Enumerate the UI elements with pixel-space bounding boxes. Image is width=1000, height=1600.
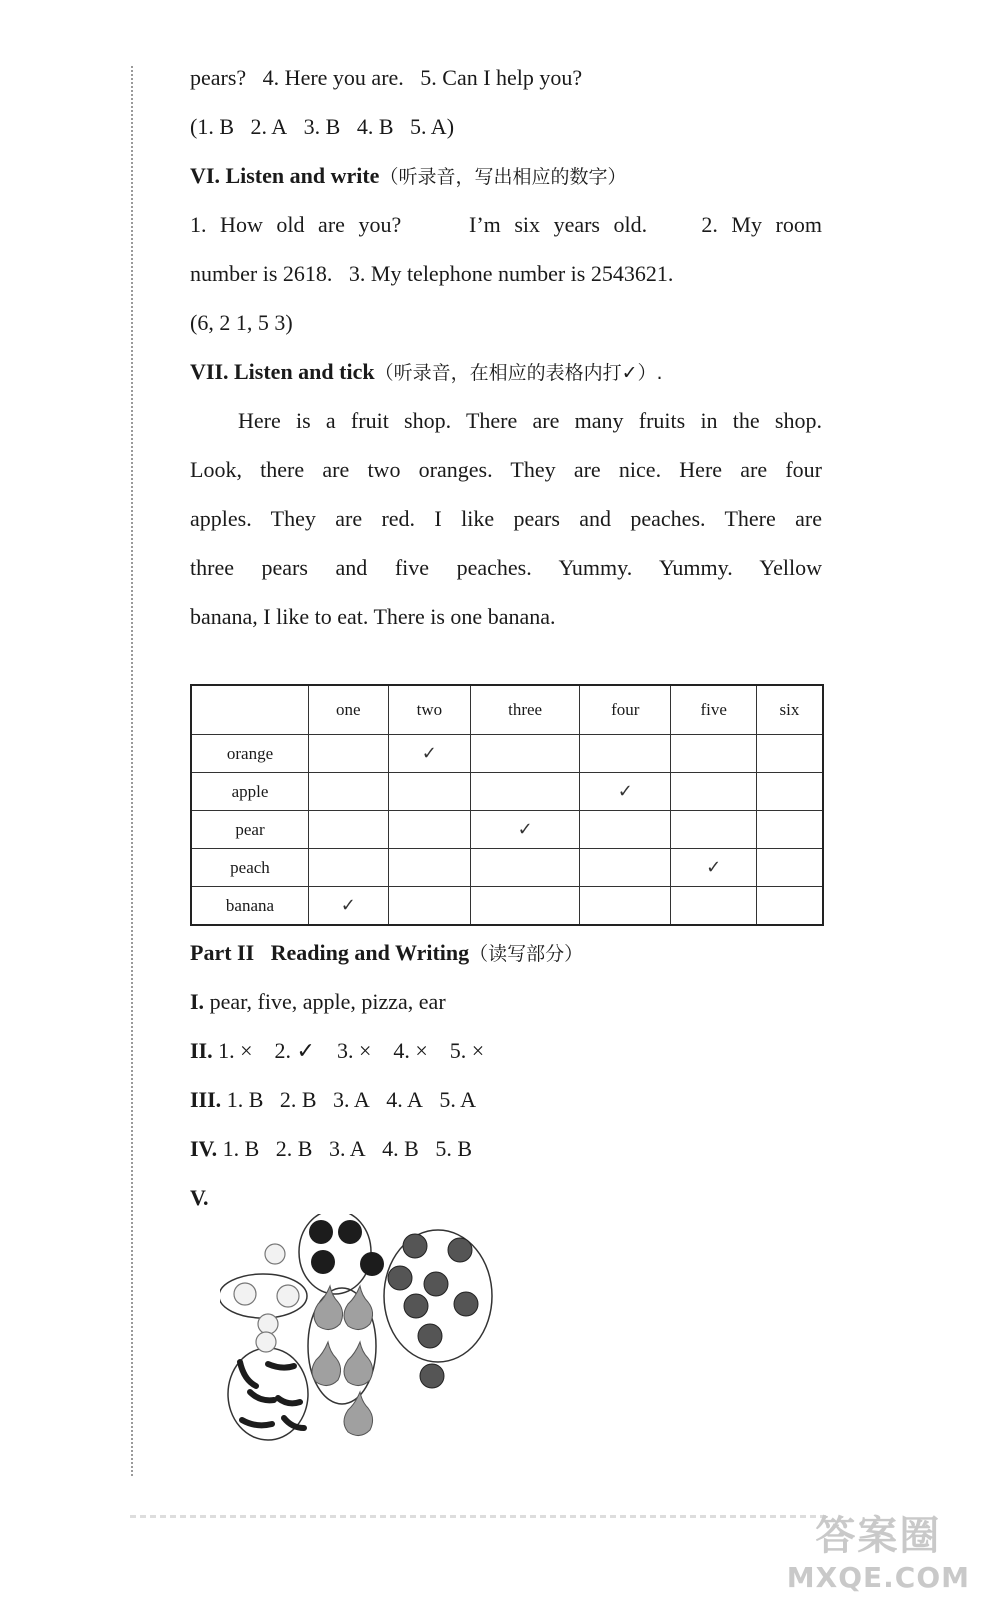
peach-icon	[258, 1314, 278, 1334]
answer-text: 1. B 2. B 3. A 4. B 5. B	[217, 1136, 472, 1161]
tick-cell	[580, 735, 671, 773]
fruit-count-table	[190, 684, 824, 926]
answer-text: 1. B 2. B 3. A 4. A 5. A	[221, 1087, 477, 1112]
banana-icon	[250, 1392, 274, 1400]
text-line: pears? 4. Here you are. 5. Can I help you?	[190, 65, 583, 90]
pear-icon	[314, 1286, 343, 1330]
pear-icon	[344, 1286, 373, 1330]
orange-icon	[448, 1238, 472, 1262]
tick-cell	[756, 849, 823, 887]
banana-icon	[242, 1420, 272, 1425]
tick-cell	[471, 887, 580, 926]
table-row	[191, 887, 823, 926]
question-number: I.	[190, 989, 205, 1014]
tick-cell	[580, 811, 671, 849]
part-label: Part II Reading and Writing	[190, 940, 470, 965]
orange-icon	[454, 1292, 478, 1316]
tick-cell	[756, 773, 823, 811]
paragraph-line: banana, I like to eat. There is one banana.	[190, 604, 556, 629]
table-row	[191, 811, 823, 849]
part-heading	[190, 938, 822, 969]
table-row	[191, 735, 823, 773]
tick-cell	[471, 735, 580, 773]
table-header-row	[191, 685, 823, 735]
watermark	[787, 1504, 970, 1594]
circled-fruits-illustration	[220, 1214, 520, 1464]
tick-cell	[580, 849, 671, 887]
question-number: II.	[190, 1038, 213, 1063]
tick-cell	[671, 811, 756, 849]
apple-icon	[338, 1220, 362, 1244]
watermark-url: MXQE.COM	[786, 1561, 970, 1594]
paragraph-line: three pears and five peaches. Yummy. Yummy. Yellow	[190, 555, 822, 580]
tick-cell	[309, 773, 389, 811]
peach-icon	[265, 1244, 285, 1264]
apple-icon	[309, 1220, 333, 1244]
table-row	[191, 773, 823, 811]
orange-icon	[420, 1364, 444, 1388]
tick-cell	[471, 773, 580, 811]
paragraph-line: Here is a fruit shop. There are many fruits in the shop.	[238, 408, 822, 433]
banana-icons	[240, 1362, 304, 1428]
row-label: apple	[191, 773, 309, 811]
question-number: III.	[190, 1087, 222, 1112]
tick-cell	[671, 773, 756, 811]
tick-cell	[309, 811, 389, 849]
column-header: three	[471, 685, 580, 735]
column-header: two	[388, 685, 471, 735]
answer-line	[190, 1134, 822, 1164]
column-header: four	[580, 685, 671, 735]
tick-cell	[388, 849, 471, 887]
pear-icon	[312, 1342, 341, 1386]
answer-key-line: (1. B 2. A 3. B 4. B 5. A)	[190, 114, 455, 139]
section-instruction-zh: （听录音，写出相应的数字）	[379, 166, 627, 188]
peach-icon	[256, 1332, 276, 1352]
tick-cell	[671, 887, 756, 926]
table-row	[191, 849, 823, 887]
apple-icon	[360, 1252, 384, 1276]
column-header: one	[309, 685, 389, 735]
tick-cell	[580, 887, 671, 926]
banana-icon	[240, 1362, 256, 1386]
watermark-logo: 答案圈	[815, 1513, 942, 1559]
pear-icons	[312, 1286, 373, 1436]
row-label: pear	[191, 811, 309, 849]
table-corner-cell	[191, 685, 309, 735]
tick-cell: ✓	[671, 849, 756, 887]
answer-line	[190, 1036, 822, 1066]
tick-cell	[388, 887, 471, 926]
margin-dotted-line	[131, 66, 133, 1476]
orange-icons	[388, 1234, 478, 1388]
tick-cell: ✓	[309, 887, 389, 926]
section-label: VII. Listen and tick	[190, 359, 375, 384]
answer-line	[190, 987, 822, 1017]
text-line: number is 2618. 3. My telephone number is 2543621.	[190, 261, 674, 286]
tick-cell	[471, 849, 580, 887]
orange-icon	[404, 1294, 428, 1318]
section-heading-vii	[190, 357, 822, 388]
tick-cell: ✓	[388, 735, 471, 773]
row-label: banana	[191, 887, 309, 926]
tick-cell	[756, 735, 823, 773]
apple-icons	[309, 1220, 384, 1276]
apple-icon	[311, 1250, 335, 1274]
orange-icon	[424, 1272, 448, 1296]
banana-icon	[278, 1398, 300, 1403]
answer-line	[190, 1183, 822, 1213]
pear-icon	[344, 1392, 373, 1436]
tick-cell	[388, 773, 471, 811]
tick-cell	[756, 811, 823, 849]
tick-cell	[671, 735, 756, 773]
part-instruction-zh: （读写部分）	[469, 943, 584, 965]
pear-icon	[344, 1342, 373, 1386]
paragraph-line: apples. They are red. I like pears and peaches. There are	[190, 506, 822, 531]
question-number: IV.	[190, 1136, 218, 1161]
peach-icon	[277, 1285, 299, 1307]
section-instruction-zh: （听录音，在相应的表格内打✓）.	[374, 362, 663, 384]
tick-cell	[388, 811, 471, 849]
banana-icon	[268, 1364, 294, 1368]
answer-text: 1. × 2. ✓ 3. × 4. × 5. ×	[212, 1038, 485, 1063]
tick-cell	[309, 735, 389, 773]
peach-icon	[234, 1283, 256, 1305]
tick-cell: ✓	[471, 811, 580, 849]
answer-key-line: (6, 2 1, 5 3)	[190, 310, 293, 335]
question-number: V.	[190, 1185, 209, 1210]
orange-icon	[403, 1234, 427, 1258]
tick-cell	[756, 887, 823, 926]
orange-icon	[388, 1266, 412, 1290]
tick-cell	[309, 849, 389, 887]
paragraph-line: Look, there are two oranges. They are nice. Here are four	[190, 457, 822, 482]
answer-line	[190, 1085, 822, 1115]
text-line: 1. How old are you? I’m six years old. 2. My room	[190, 212, 822, 237]
orange-icon	[418, 1324, 442, 1348]
row-label: peach	[191, 849, 309, 887]
section-label: VI. Listen and write	[190, 163, 380, 188]
answer-text: pear, five, apple, pizza, ear	[204, 989, 446, 1014]
scan-artifact-line	[130, 1515, 830, 1518]
section-heading-vi	[190, 161, 822, 192]
row-label: orange	[191, 735, 309, 773]
peach-icons	[234, 1244, 299, 1352]
column-header: six	[756, 685, 823, 735]
column-header: five	[671, 685, 756, 735]
tick-cell: ✓	[580, 773, 671, 811]
